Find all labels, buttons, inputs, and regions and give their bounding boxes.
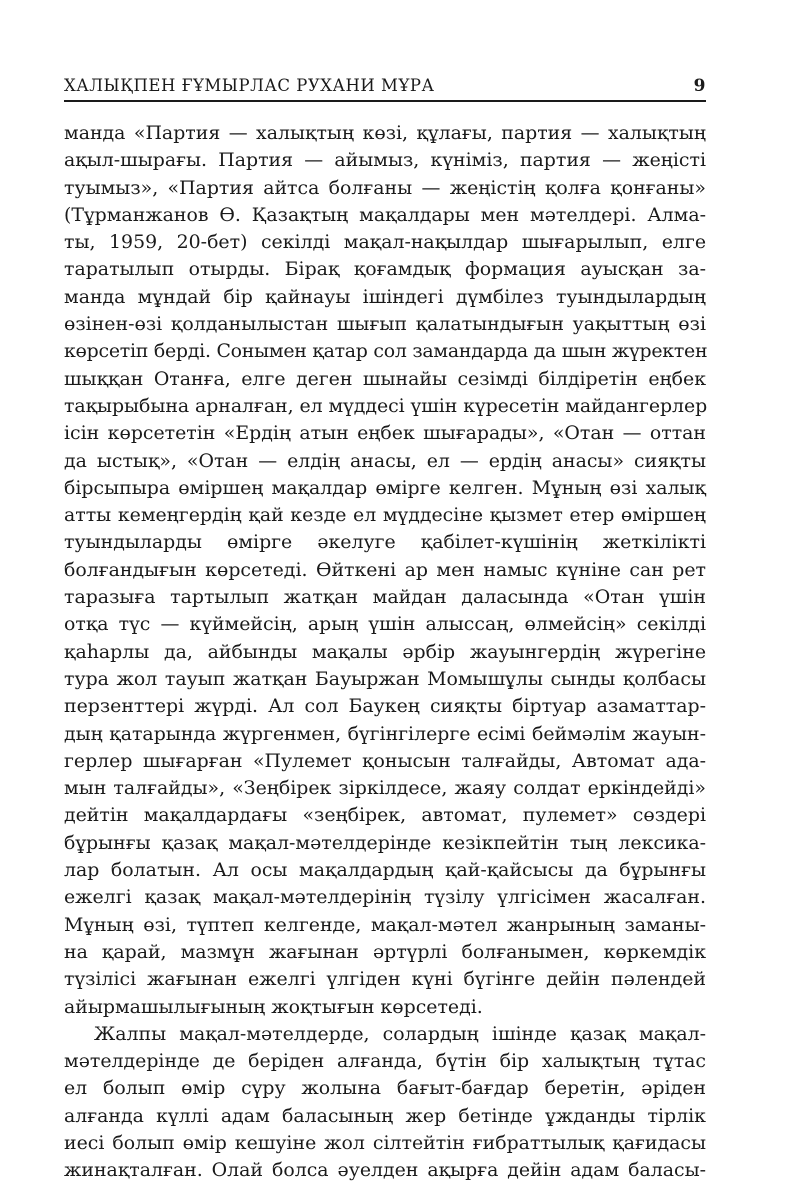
running-header [64,74,706,98]
text-line: на қарай, мазмұн жағынан әртүрлі болғанымен, көркемдік [64,940,706,963]
text-line: таратылып отырды. Бірақ қоғамдық формация ауысқан за- [64,258,706,281]
text-line: герлер шығарған «Пулемет қонысын талғайды, Автомат ада- [64,749,706,772]
text-line: түзілісі жағынан ежелгі үлгіден күні бүгінге дейін пәлендей [64,968,706,991]
text-line: мәтелдерінде де беріден алғанда, бүтін бір халықтың тұтас [64,1050,706,1073]
text-line: болғандығын көрсетеді. Өйткені ар мен намыс күніне сан рет [64,558,706,581]
paragraph [64,1021,706,1185]
text-line: Мұның өзі, түптеп келгенде, мақал-мәтел жанрының заманы- [64,913,706,936]
text-line: ты, 1959, 20-бет) секілді мақал-нақылдар шығарылып, елге [64,231,706,254]
text-line: ісін көрсететін «Ердің атын еңбек шығарады», «Отан — оттан [64,422,706,445]
text-line: бірсыпыра өміршең мақалдар өмірге келген. Мұның өзі халық [64,476,706,499]
text-line: айырмашылығының жоқтығын көрсетеді. [64,995,483,1018]
text-line: иесі болып өмір кешуіне жол сілтейтін ғибраттылық қағидасы [64,1131,706,1154]
body-text [64,120,706,1185]
text-line: тура жол тауып жатқан Бауыржан Момышұлы сынды қолбасы [64,667,706,690]
page-number: 9 [693,76,706,96]
text-line: туындыларды өмірге әкелуге қабілет-күшінің жеткілікті [64,531,706,554]
text-line: перзенттері жүрді. Ал сол Баукең сияқты біртуар азаматтар- [64,695,706,718]
text-line: отқа түс — күймейсің, арың үшін алыссаң, өлмейсің» секілді [64,613,706,636]
text-line: алғанда күллі адам баласының жер бетінде ұжданды тірлік [64,1104,706,1127]
text-line: ежелгі қазақ мақал-мәтелдерінің түзілу үлгісімен жасалған. [64,886,706,909]
text-line: шыққан Отанға, елге деген шынайы сезімді білдіретін еңбек [64,367,706,390]
text-line: ел болып өмір сүру жолына бағыт-бағдар беретін, әріден [64,1077,706,1100]
text-line: манда мұндай бір қайнауы ішіндегі дүмбілез туындылардың [64,285,706,308]
text-line: өзінен-өзі қолданылыстан шығып қалатындығын уақыттың өзі [64,313,706,336]
text-line: дың қатарында жүргенмен, бүгінгілерге есімі беймәлім жауын- [64,722,706,745]
paragraph [64,120,706,1021]
header-rule [64,100,706,102]
text-line: туымыз», «Партия айтса болғаны — жеңістің қолға қонғаны» [64,176,706,199]
text-line: лар болатын. Ал осы мақалдардың қай-қайсысы да бұрынғы [64,859,706,882]
text-line: ақыл-шырағы. Партия — айымыз, күніміз, партия — жеңісті [64,149,706,172]
running-title: ХАЛЫҚПЕН ҒҰМЫРЛАС РУХАНИ МҰРА [64,76,435,95]
text-line: дейтін мақалдардағы «зеңбірек, автомат, пулемет» сөздері [64,804,706,827]
text-line: тақырыбына арналған, ел мүддесі үшін күресетін майдангерлер [64,394,708,417]
text-line: манда «Партия — халықтың көзі, құлағы, партия — халықтың [64,122,706,144]
text-line: жинақталған. Олай болса әуелден ақырға дейін адам баласы- [64,1159,706,1182]
text-line: таразыға тартылып жатқан майдан даласында «Отан үшін [64,586,706,609]
text-line: Жалпы мақал-мәтелдерде, солардың ішінде қазақ мақал- [94,1022,706,1045]
text-line: мын талғайды», «Зеңбірек зіркілдесе, жаяу солдат еркіндейді» [64,777,706,800]
text-line: қаһарлы да, айбынды мақалы әрбір жауынгердің жүрегіне [64,640,706,663]
text-line: (Тұрманжанов Ө. Қазақтың мақалдары мен мәтелдері. Алма- [64,203,706,226]
text-line: көрсетіп берді. Сонымен қатар сол замандарда да шын жүректен [64,340,708,363]
text-line: атты кемеңгердің қай кезде ел мүддесіне қызмет етер өміршең [64,504,706,527]
text-line: да ыстық», «Отан — елдің анасы, ел — ердің анасы» сияқты [64,449,706,472]
text-line: бұрынғы қазақ мақал-мәтелдерінде кезікпейтін тың лексика- [64,831,706,854]
